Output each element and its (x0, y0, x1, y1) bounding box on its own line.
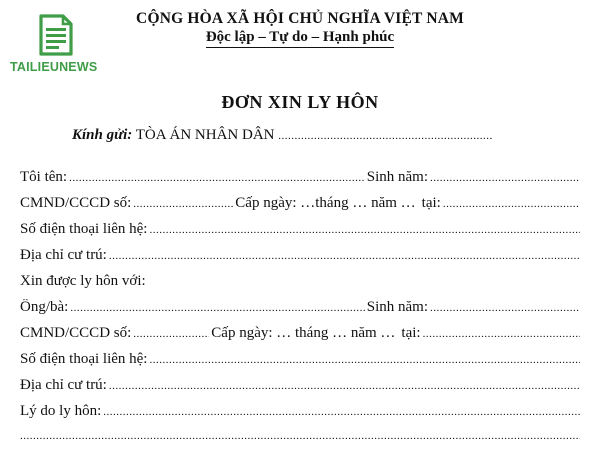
reason-row (20, 403, 582, 423)
spouse-address-row (20, 377, 582, 397)
applicant-phone-row (20, 221, 582, 241)
issue-place-label: tại: (421, 195, 441, 211)
spouse-name-row (20, 299, 582, 319)
reason-blank[interactable] (103, 406, 580, 418)
recipient-line (72, 127, 492, 144)
national-motto: Độc lập – Tự do – Hạnh phúc (206, 29, 394, 48)
address-blank[interactable] (109, 250, 580, 262)
applicant-address-row (20, 247, 582, 267)
spouse-id-number-label: CMND/CCCD số: (20, 325, 132, 341)
spouse-phone-label: Số điện thoại liên hệ: (20, 351, 148, 367)
id-number-label: CMND/CCCD số: (20, 195, 132, 211)
spouse-issue-place-label: tại: (401, 325, 421, 341)
spouse-id-number-blank[interactable] (133, 328, 209, 340)
spouse-birth-year-label: Sinh năm: (366, 299, 428, 315)
national-title: CỘNG HÒA XÃ HỘI CHỦ NGHĨA VIỆT NAM (136, 10, 464, 27)
divorce-with-row (20, 273, 582, 293)
divorce-with-label: Xin được ly hôn với: (20, 273, 146, 289)
reason-continuation-blank[interactable] (20, 430, 580, 442)
spouse-phone-row (20, 351, 582, 371)
document-icon (38, 14, 74, 56)
spouse-phone-blank[interactable] (149, 354, 580, 366)
id-number-blank[interactable] (133, 198, 233, 210)
logo-text: TAILIEUNEWS (10, 60, 98, 74)
spouse-name-label: Ông/bà: (20, 299, 69, 315)
spouse-name-blank[interactable] (70, 302, 364, 314)
spouse-birth-year-blank[interactable] (430, 302, 580, 314)
birth-year-blank[interactable] (430, 172, 580, 184)
address-label: Địa chỉ cư trú: (20, 247, 107, 263)
reason-label: Lý do ly hôn: (20, 403, 102, 419)
form-title: ĐƠN XIN LY HÔN (221, 92, 379, 112)
spouse-issue-date-label: Cấp ngày: … tháng … năm … (211, 325, 396, 341)
phone-label: Số điện thoại liên hệ: (20, 221, 148, 237)
document-header (105, 10, 495, 48)
applicant-name-row (20, 169, 582, 189)
phone-blank[interactable] (149, 224, 580, 236)
spouse-issue-place-blank[interactable] (423, 328, 580, 340)
issue-place-blank[interactable] (443, 198, 580, 210)
birth-year-label: Sinh năm: (366, 169, 428, 185)
recipient-value: TÒA ÁN NHÂN DÂN (135, 127, 275, 143)
applicant-id-row (20, 195, 582, 215)
issue-date-label: Cấp ngày: …tháng … năm … (235, 195, 416, 211)
recipient-label: Kính gửi: (72, 127, 133, 143)
spouse-address-label: Địa chỉ cư trú: (20, 377, 107, 393)
spouse-id-row (20, 325, 582, 345)
applicant-name-label: Tôi tên: (20, 169, 68, 185)
recipient-blank[interactable]: .................................................................. (278, 130, 493, 142)
applicant-name-blank[interactable] (69, 172, 365, 184)
spouse-address-blank[interactable] (109, 380, 580, 392)
reason-continuation-row (20, 430, 582, 450)
